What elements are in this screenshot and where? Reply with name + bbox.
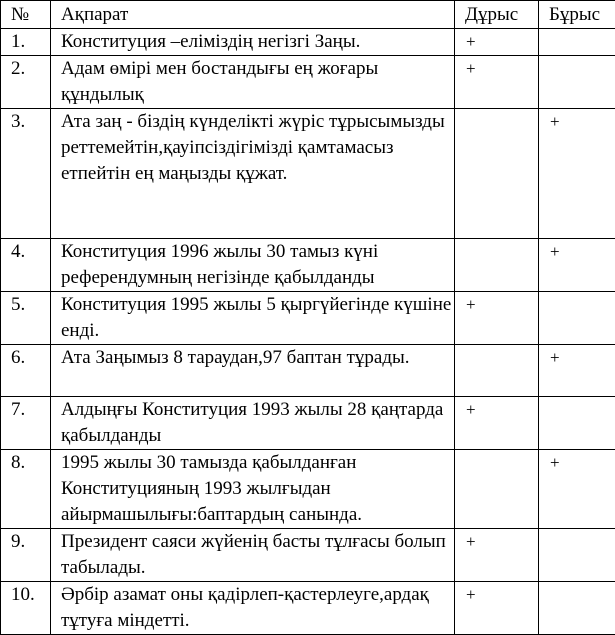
row-false-mark [539,397,615,450]
row-statement: Әрбір азамат оны қадірлеп-қастерлеуге,ардақ тұтуға міндетті. [51,582,455,635]
header-info: Ақпарат [51,1,455,29]
row-false-mark [539,529,615,582]
row-number: 10. [1,582,51,635]
header-false: Бұрыс [539,1,615,29]
row-true-mark: + [455,397,539,450]
row-number: 4. [1,239,51,292]
row-false-mark [539,292,615,345]
row-number: 3. [1,109,51,239]
row-true-mark: + [455,29,539,56]
row-number: 9. [1,529,51,582]
table-row [1,292,615,345]
row-true-mark [455,109,539,239]
row-true-mark [455,239,539,292]
table-row [1,450,615,529]
row-number: 6. [1,345,51,397]
row-statement: Конституция 1995 жылы 5 қыргүйегінде күшіне енді. [51,292,455,345]
row-number: 5. [1,292,51,345]
row-statement: Конституция 1996 жылы 30 тамыз күні референдумның негізінде қабылданды [51,239,455,292]
row-statement: Ата Заңымыз 8 тараудан,97 баптан тұрады. [51,345,455,397]
row-statement: Президент саяси жүйенің басты тұлғасы болып табылады. [51,529,455,582]
table-row [1,239,615,292]
row-statement: Алдыңғы Конституция 1993 жылы 28 қаңтарда қабылданды [51,397,455,450]
row-true-mark [455,345,539,397]
row-statement: Адам өмірі мен бостандығы ең жоғары құндылық [51,56,455,109]
row-statement: Ата заң - біздің күнделікті жүріс тұрысымызды реттемейтін,қауіпсіздігімізді қамтамасыз етпейтін ең маңызды құжат. [51,109,455,239]
row-statement: 1995 жылы 30 тамызда қабылданған Конституцияның 1993 жылғыдан айырмашылығы:баптардың санында. [51,450,455,529]
table-row [1,29,615,56]
row-false-mark [539,582,615,635]
row-true-mark: + [455,529,539,582]
table-row [1,109,615,239]
row-false-mark [539,56,615,109]
row-true-mark: + [455,292,539,345]
header-true: Дұрыс [455,1,539,29]
row-true-mark: + [455,56,539,109]
table-row [1,529,615,582]
header-num: № [1,1,51,29]
row-true-mark: + [455,582,539,635]
row-number: 2. [1,56,51,109]
row-statement: Конституция –еліміздің негізгі Заңы. [51,29,455,56]
table-row [1,56,615,109]
header-row [1,1,615,29]
row-number: 1. [1,29,51,56]
table-row [1,345,615,397]
row-false-mark: + [539,450,615,529]
row-false-mark: + [539,345,615,397]
row-false-mark: + [539,239,615,292]
table-row [1,582,615,635]
row-number: 8. [1,450,51,529]
row-false-mark: + [539,109,615,239]
row-false-mark [539,29,615,56]
row-number: 7. [1,397,51,450]
row-true-mark [455,450,539,529]
table-row [1,397,615,450]
